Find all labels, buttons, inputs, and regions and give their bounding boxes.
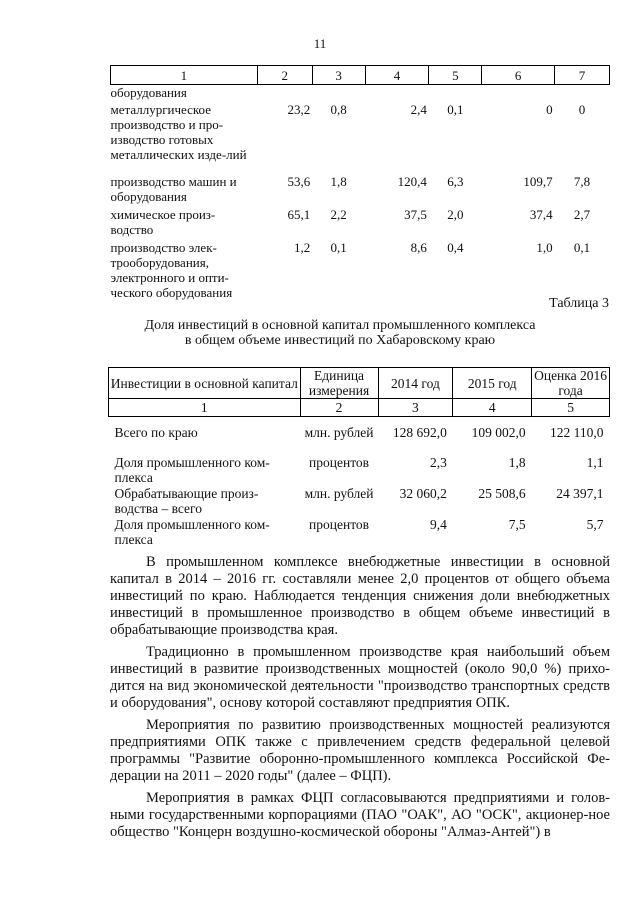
cell bbox=[429, 85, 482, 102]
row-label: оборудования bbox=[110, 85, 187, 100]
table-caption: Таблица 3 bbox=[549, 296, 609, 311]
row-label: Обрабатывающие произ-водства – всего bbox=[114, 485, 259, 516]
table-title-line: Доля инвестиций в основной капитал промышленного комплекса bbox=[144, 318, 536, 333]
cell: 5,7 bbox=[586, 516, 604, 532]
cell bbox=[555, 85, 610, 102]
table-title bbox=[40, 318, 640, 348]
cell: 7,8 bbox=[573, 173, 591, 189]
cell: 128 692,0 bbox=[392, 425, 447, 440]
cell: 2,2 bbox=[330, 206, 347, 222]
col-number: 5 bbox=[532, 399, 610, 417]
cell: 122 110,0 bbox=[550, 425, 604, 440]
cell bbox=[482, 85, 555, 102]
table-row bbox=[111, 85, 610, 102]
row-label: металлургическое производство и про-изводство готовых металлических изде-лий bbox=[110, 101, 247, 162]
cell: 1,8 bbox=[508, 454, 526, 470]
col-number: 1 bbox=[109, 399, 301, 417]
cell: 7,5 bbox=[508, 516, 526, 532]
row-label: Всего по краю bbox=[114, 425, 198, 440]
cell: 25 508,6 bbox=[478, 485, 526, 501]
cell: 37,4 bbox=[529, 206, 553, 222]
cell: 1,1 bbox=[586, 454, 604, 470]
cell: 0,1 bbox=[447, 101, 464, 117]
cell bbox=[312, 85, 365, 102]
cell: 65,1 bbox=[287, 206, 311, 222]
cell: 2,0 bbox=[447, 206, 464, 222]
paragraph: Мероприятия в рамках ФЦП согласовываются предприятиями и голов-ными государственными корпорациями (ПАО "ОАК", АО "ОСК", акционер-ное общество "Концерн воздушно-космической обороны "Алмаз-Антей") в bbox=[110, 790, 610, 840]
col-number: 4 bbox=[453, 399, 532, 417]
table-row bbox=[111, 174, 610, 207]
cell: 1,2 bbox=[293, 239, 311, 255]
cell: 53,6 bbox=[287, 173, 311, 189]
cell: 120,4 bbox=[397, 173, 427, 189]
row-label: производство элек-трооборудования, электронного и опти-ческого оборудования bbox=[110, 239, 233, 300]
table-row bbox=[109, 517, 610, 548]
paragraph: Мероприятия по развитию производственных мощностей реализуются предприятиями ОПК также с привлечением средств федеральной целевой программы "Развитие оборонно-промышленного комплекса Российской Фе-дерации на 2011 – 2020 годы" (далее – ФЦП). bbox=[110, 717, 610, 784]
unit-cell: млн. рублей bbox=[304, 485, 374, 501]
table-row bbox=[111, 207, 610, 240]
col-number: 3 bbox=[378, 399, 453, 417]
cell: 109,7 bbox=[523, 173, 553, 189]
row-label: Доля промышленного ком-плекса bbox=[114, 516, 270, 547]
cell: 0,4 bbox=[447, 239, 464, 255]
cell: 0 bbox=[578, 101, 586, 117]
table-row bbox=[111, 102, 610, 174]
col-header: 2014 год bbox=[378, 368, 453, 399]
cell bbox=[365, 85, 429, 102]
col-header: 4 bbox=[365, 66, 429, 85]
body-text bbox=[110, 554, 610, 846]
table-investments-by-activity bbox=[110, 65, 610, 300]
table-investment-share bbox=[108, 367, 610, 548]
col-header: Единица измерения bbox=[300, 368, 378, 399]
table-row bbox=[109, 417, 610, 455]
cell: 1,0 bbox=[536, 239, 553, 255]
row-label: Доля промышленного ком-плекса bbox=[114, 454, 270, 485]
cell: 9,4 bbox=[429, 516, 447, 532]
table-row bbox=[109, 455, 610, 486]
cell: 109 002,0 bbox=[471, 425, 526, 440]
table-row bbox=[109, 486, 610, 517]
col-header: 5 bbox=[429, 66, 482, 85]
row-label: производство машин и оборудования bbox=[110, 173, 237, 204]
table-header-row bbox=[111, 66, 610, 85]
table-header-row bbox=[109, 368, 610, 399]
col-header: 2 bbox=[257, 66, 312, 85]
unit-cell: процентов bbox=[309, 454, 370, 470]
unit-cell: млн. рублей bbox=[304, 425, 374, 440]
col-header: Оценка 2016 года bbox=[532, 368, 610, 399]
cell: 0,1 bbox=[573, 239, 591, 255]
paragraph: В промышленном комплексе внебюджетные инвестиции в основной капитал в 2014 – 2016 гг. составляли менее 2,0 процентов от общего объема инвестиций по краю. Наблюдается тенденция снижения доли внебюджетных инвестиций в промышленное производство в общем объеме инвестиций в обрабатывающие производства края. bbox=[110, 554, 610, 638]
col-header: Инвестиции в основной капитал bbox=[109, 368, 301, 399]
col-header: 1 bbox=[111, 66, 258, 85]
cell bbox=[257, 85, 312, 102]
cell: 2,7 bbox=[573, 206, 591, 222]
cell: 24 397,1 bbox=[556, 485, 604, 501]
cell: 0,1 bbox=[330, 239, 347, 255]
cell: 2,4 bbox=[410, 101, 427, 117]
table-column-numbers-row bbox=[109, 399, 610, 417]
cell: 32 060,2 bbox=[399, 485, 447, 501]
cell: 0 bbox=[546, 101, 553, 117]
table-title-line: в общем объеме инвестиций по Хабаровскому краю bbox=[184, 333, 496, 348]
table-row bbox=[111, 240, 610, 300]
col-header: 2015 год bbox=[453, 368, 532, 399]
page-number: 11 bbox=[313, 36, 327, 51]
row-label: химическое произ-водство bbox=[110, 206, 216, 237]
cell: 6,3 bbox=[447, 173, 464, 189]
col-header: 6 bbox=[482, 66, 555, 85]
col-number: 2 bbox=[300, 399, 378, 417]
cell: 2,3 bbox=[429, 454, 447, 470]
paragraph: Традиционно в промышленном производстве края наибольший объем инвестиций в развитие производственных мощностей (около 90,0 %) прихо-дится на вид экономической деятельности "производство транспортных средств и оборудования", основу которой составляют предприятия ОПК. bbox=[110, 644, 610, 711]
cell: 37,5 bbox=[404, 206, 427, 222]
unit-cell: процентов bbox=[309, 516, 370, 532]
cell: 23,2 bbox=[287, 101, 311, 117]
col-header: 7 bbox=[555, 66, 610, 85]
col-header: 3 bbox=[312, 66, 365, 85]
cell: 0,8 bbox=[330, 101, 347, 117]
cell: 1,8 bbox=[330, 173, 347, 189]
cell: 8,6 bbox=[410, 239, 427, 255]
